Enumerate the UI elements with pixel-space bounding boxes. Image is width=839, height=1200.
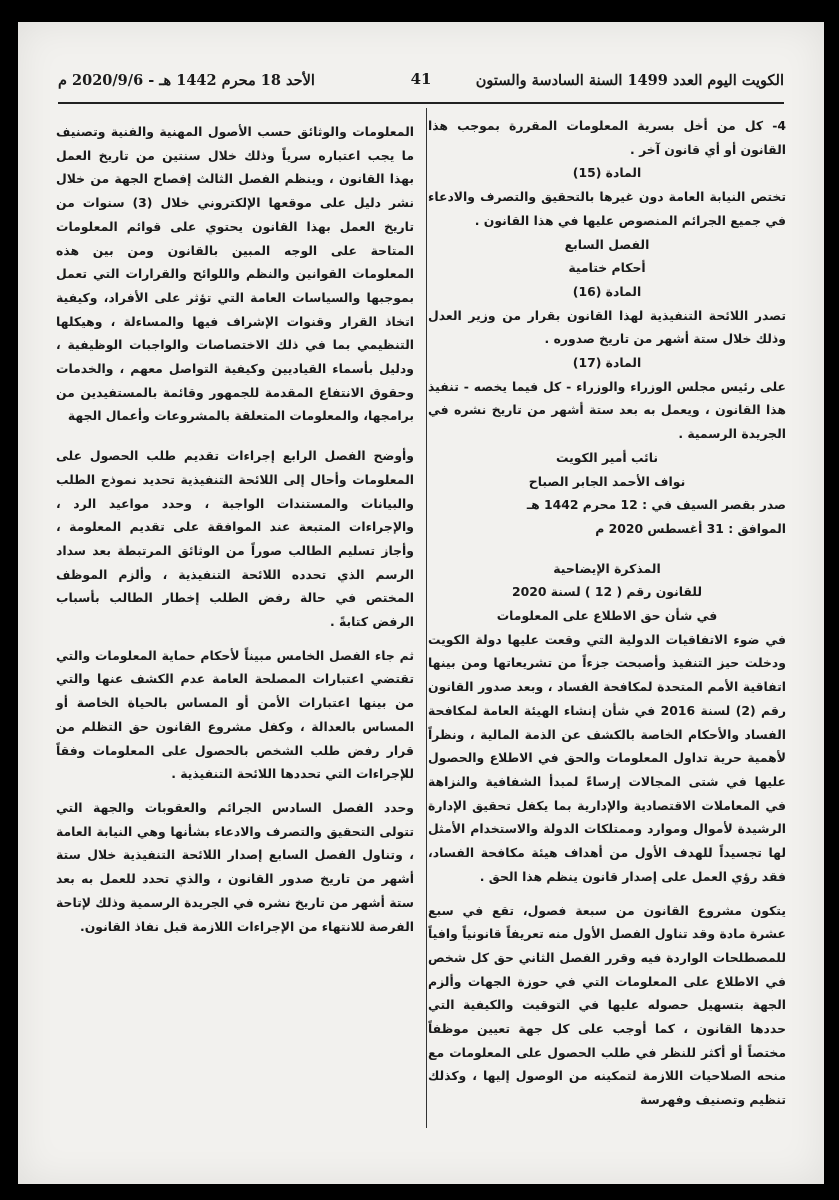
memo-subject: في شأن حق الاطلاع على المعلومات (496, 608, 718, 624)
memo-title: المذكرة الإيضاحية (553, 560, 661, 576)
left-paragraph-3: ثم جاء الفصل الخامس مبيناً لأحكام حماية المعلومات والتي تقتضي اعتبارات المصلحة العامة عدم الكشف عنها والتي من بينها اعتبارات الأمن أو المساس بالحياة الخاصة أو المساس بالعدالة ، وكفل مشروع القانون حق التظلم من قرار رفض طلب الشخص بالحصول على المعلومات وفقاً للإجراءات التي تحددها اللائحة التنفيذية . (56, 647, 414, 782)
column-divider (426, 108, 427, 1128)
signatory-name: نواف الأحمد الجابر الصباح (528, 473, 686, 489)
issue-gregorian-date: الموافق : 31 أغسطس 2020 م (595, 520, 786, 536)
page-header (58, 66, 784, 98)
left-paragraph-4: وحدد الفصل السادس الجرائم والعقوبات والجهة التي تتولى التحقيق والتصرف والادعاء بشأنها وهي النيابة العامة ، وتناول الفصل السابع إصدار اللائحة التنفيذية خلال ستة أشهر من تاريخ صدور القانون ، والذي تحدد للعمل به بعد ستة أشهر من تاريخ نشره في الجريدة الرسمية وذلك لإتاحة الفرصة للانتهاء من الإجراءات اللازمة قبل نفاذ القانون. (56, 799, 414, 934)
header-date: الأحد 18 محرم 1442 هـ - 2020/9/6 م (58, 72, 315, 89)
left-column (56, 120, 414, 938)
right-column (428, 114, 786, 1112)
issue-place-date: صدر بقصر السيف في : 12 محرم 1442 هـ (526, 497, 786, 513)
clause-4: 4- كل من أخل بسرية المعلومات المقررة بموجب هذا القانون أو أي قانون آخر . (428, 118, 786, 157)
article-17-title: المادة (17) (572, 355, 642, 371)
article-17-text: على رئيس مجلس الوزراء والوزراء - كل فيما يخصه - تنفيذ هذا القانون ، ويعمل به بعد ستة أشهر من تاريخ نشره في الجريدة الرسمية . (428, 378, 786, 442)
memo-paragraph-2: يتكون مشروع القانون من سبعة فصول، تقع في سبع عشرة مادة وقد تناول الفصل الأول منه تعريفاً قانونياً وافياً للمصطلحات الواردة فيه وقرر الفصل الثاني حق كل شخص في الاطلاع على المعلومات التي في حوزة الجهات وألزم الجهة بتسهيل حصوله عليها في التوقيت والكيفية التي حددها القانون ، كما أوجب على كل جهة تعيين موظفاً مختصاً أو أكثر للنظر في طلب الحصول على المعلومات مع منحه الصلاحيات اللازمة لتمكينه من الوصول إليها ، وكذلك تنظيم وتصنيف وفهرسة (428, 902, 786, 1108)
page-number: 41 (410, 70, 432, 88)
article-15-title: المادة (15) (572, 165, 642, 181)
left-paragraph-2: وأوضح الفصل الرابع إجراءات تقديم طلب الحصول على المعلومات وأحال إلى اللائحة التنفيذية تحديد نموذج الطلب والبيانات والمستندات الواجبة ، وحدد مواعيد الرد ، والإجراءات المتبعة عند الموافقة على تقديم المعلومة ، وأجاز تسليم الطالب صوراً من الوثائق المرتبطة بعد سداد الرسم الذي تحدده اللائحة التنفيذية ، وألزم الموظف المختص في حالة رفض الطلب إخطار الطالب بأسباب الرفض كتابةً . (56, 448, 414, 630)
article-15-text: تختص النيابة العامة دون غيرها بالتحقيق والتصرف والادعاء في جميع الجرائم المنصوص عليها في هذا القانون . (428, 189, 786, 228)
memo-paragraph-1: في ضوء الاتفاقيات الدولية التي وقعت عليها دولة الكويت ودخلت حيز التنفيذ وأصبحت جزءاً من تشريعاتها ومن بينها اتفاقية الأمم المتحدة لمكافحة الفساد ، وبعد صدور القانون رقم (2) لسنة 2016 في شأن إنشاء الهيئة العامة لمكافحة الفساد والأحكام الخاصة بالكشف عن الذمة المالية ، ونظراً لأهمية حرية تداول المعلومات والحق في الاطلاع والحصول عليها في شتى المجالات إرساءً لمبدأ الشفافية والنزاهة في المعاملات الاقتصادية والإدارية بما يكفل تحقيق الإدارة الرشيدة لأموال وموارد وممتلكات الدولة والاستخدام الأمثل لها تجسيداً للهدف الأول من أهداف هيئة مكافحة الفساد، فقد رؤي العمل على إصدار قانون ينظم هذا الحق . (428, 631, 786, 884)
header-rule (58, 102, 784, 104)
header-issue-info: الكويت اليوم العدد 1499 السنة السادسة والستون (475, 72, 784, 89)
memo-law-number: للقانون رقم ( 12 ) لسنة 2020 (511, 584, 703, 600)
article-16-title: المادة (16) (572, 283, 642, 299)
chapter-7-subtitle: أحكام ختامية (568, 260, 646, 276)
left-paragraph-1: المعلومات والوثائق حسب الأصول المهنية والفنية وتصنيف ما يجب اعتباره سرياً وذلك خلال سنتين من تاريخ العمل بهذا القانون ، وينظم الفصل الثالث إفصاح الجهة من خلال نشر دليل على موقعها الإلكتروني خلال (3) سنوات من تاريخ العمل بهذا القانون يحتوي على قوائم المعلومات المتاحة على الوجه المبين بالقانون ومن بين هذه المعلومات القوانين والنظم واللوائح والقرارات التي تعمل بموجبها والسياسات العامة التي تؤثر على الأفراد، وكيفية اتخاذ القرار وقنوات الإشراف فيها والمساءلة ، وهيكلها التنظيمي بما في ذلك الاختصاصات والواجبات الوظيفية ، ودليل بأسماء القياديين وكيفية التواصل معهم ، والخدمات وحقوق الانتفاع المقدمة للجمهور وقائمة بالمستفيدين من برامجها، والمعلومات المتعلقة بالمشروعات وأعمال الجهة (56, 124, 414, 424)
document-page (18, 22, 824, 1184)
signatory-title: نائب أمير الكويت (555, 449, 659, 465)
article-16-text: تصدر اللائحة التنفيذية لهذا القانون بقرار من وزير العدل وذلك خلال ستة أشهر من تاريخ صدوره . (428, 307, 786, 347)
chapter-7-title: الفصل السابع (564, 236, 650, 252)
